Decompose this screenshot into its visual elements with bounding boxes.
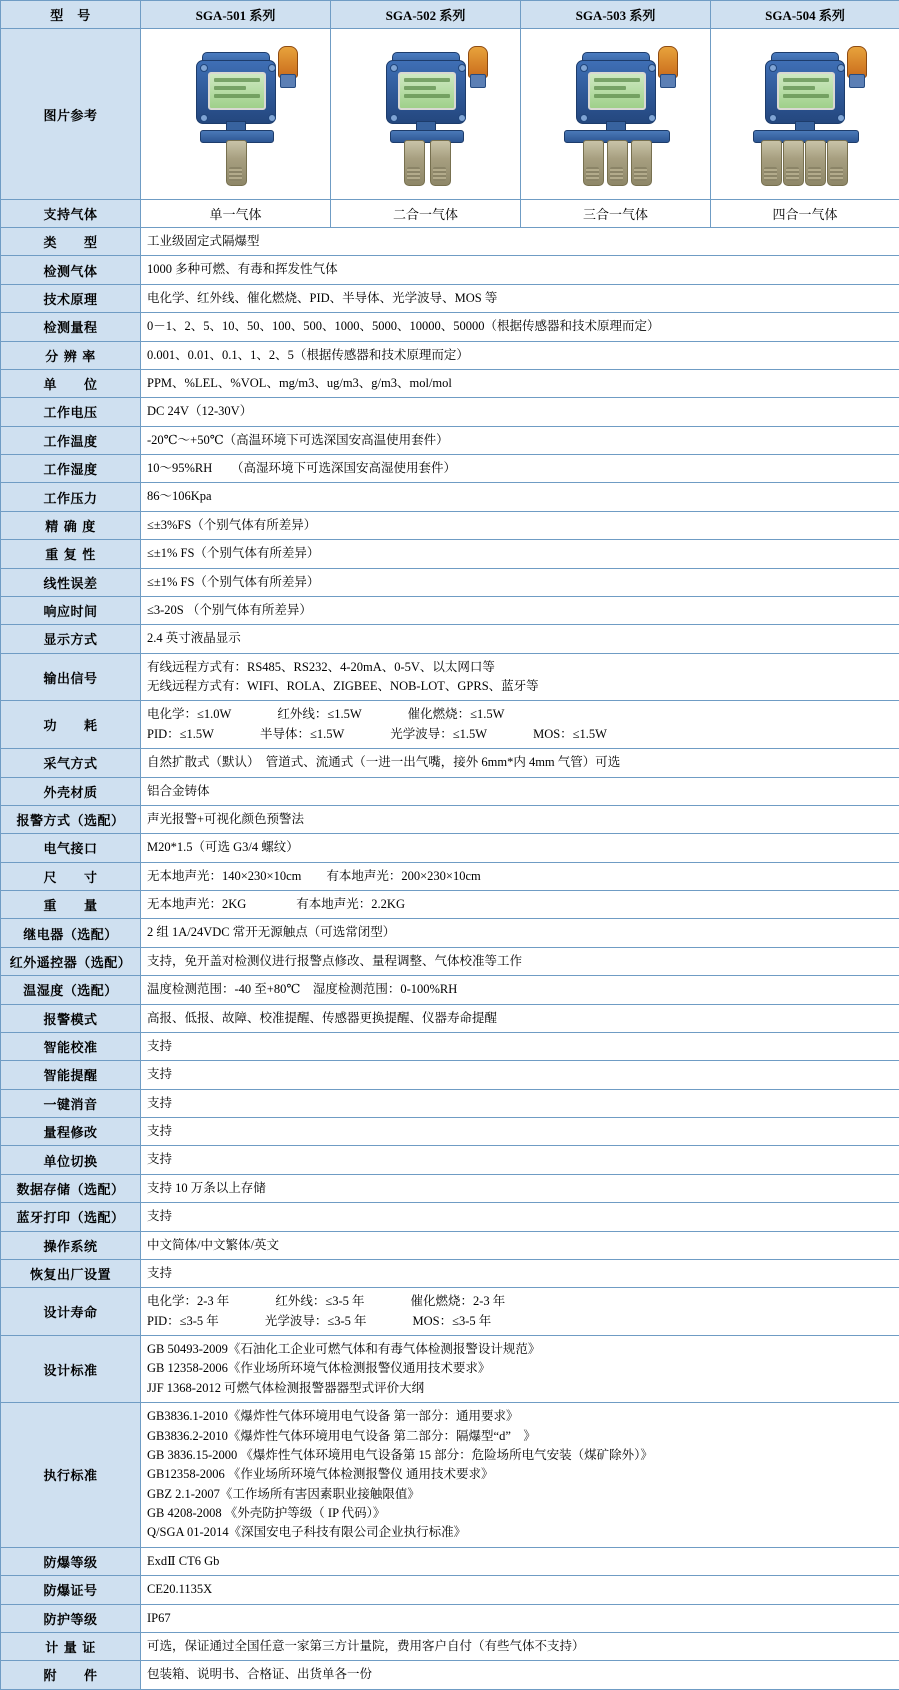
row-value-sampling: 自然扩散式（默认） 管道式、流通式（一进一出气嘴，接外 6mm*内 4mm 气管）可选 (141, 749, 899, 777)
exec-standard-line: GB3836.1-2010《爆炸性气体环境用电气设备 第一部分：通用要求》 (147, 1407, 893, 1426)
power-key-optical: 光学波导： (390, 725, 453, 744)
row-value-range-modify: 支持 (141, 1118, 899, 1146)
lifetime-key-infrared: 红外线： (275, 1292, 325, 1311)
row-value-ir-remote: 支持，免开盖对检测仪进行报警点修改、量程调整、气体校准等工作 (141, 947, 899, 975)
table-row-power (1, 701, 899, 749)
row-label-ex-cert: 防爆证号 (1, 1576, 141, 1604)
power-key-catalytic: 催化燃烧： (408, 705, 471, 724)
table-row-mute (1, 1089, 899, 1117)
table-row-temperature (1, 426, 899, 454)
power-val-electrochemical: ≤1.0W (197, 705, 231, 724)
lifetime-key-catalytic: 催化燃烧： (410, 1292, 473, 1311)
row-label-linearity: 线性误差 (1, 568, 141, 596)
row-label-unit-switch: 单位切换 (1, 1146, 141, 1174)
row-label-range: 检测量程 (1, 313, 141, 341)
row-value-metrology-cert: 可选，保证通过全国任意一家第三方计量院，费用客户自付（有些气体不支持） (141, 1632, 899, 1660)
table-row-smart-reminder (1, 1061, 899, 1089)
row-value-pressure: 86～106Kpa (141, 483, 899, 511)
supported-gas-501: 单一气体 (141, 200, 331, 228)
output-signal-wireless: 无线远程方式有：WIFI、ROLA、ZIGBEE、NOB-LOT、GPRS、蓝牙等 (147, 677, 893, 696)
lifetime-val-pid: ≤3-5 年 (180, 1312, 219, 1331)
table-row-pressure (1, 483, 899, 511)
lifetime-key-pid: PID： (147, 1312, 180, 1331)
design-standard-line: JJF 1368-2012 可燃气体检测报警器器型式评价大纲 (147, 1379, 893, 1398)
row-label-housing: 外壳材质 (1, 777, 141, 805)
row-label-exec-standard: 执行标准 (1, 1403, 141, 1548)
row-label-mute: 一键消音 (1, 1089, 141, 1117)
row-label-output-signal: 输出信号 (1, 653, 141, 701)
row-value-principle: 电化学、红外线、催化燃烧、PID、半导体、光学波导、MOS 等 (141, 284, 899, 312)
table-row-alarm-mode (1, 1004, 899, 1032)
table-row-metrology-cert (1, 1632, 899, 1660)
power-line-1 (147, 705, 893, 724)
row-value-size: 无本地声光：140×230×10cm 有本地声光：200×230×10cm (141, 862, 899, 890)
row-label-data-storage: 数据存储（选配） (1, 1174, 141, 1202)
table-row-repeatability (1, 540, 899, 568)
table-row-detect-gas (1, 256, 899, 284)
row-label-temperature: 工作温度 (1, 426, 141, 454)
model-sga-502: SGA-502 系列 (331, 1, 521, 29)
row-value-ip-rating: IP67 (141, 1604, 899, 1632)
row-label-response-time: 响应时间 (1, 596, 141, 624)
gas-detector-icon (739, 42, 871, 188)
row-value-voltage: DC 24V（12-30V） (141, 398, 899, 426)
table-row-os (1, 1231, 899, 1259)
table-row-electrical-interface (1, 834, 899, 862)
exec-standard-line: GB 4208-2008 《外壳防护等级（ IP 代码）》 (147, 1504, 893, 1523)
exec-standard-line: GB 3836.15-2000 《爆炸性气体环境用电气设备第 15 部分：危险场所电气安装（煤矿除外）》 (147, 1446, 893, 1465)
design-standard-line: GB 50493-2009《石油化工企业可燃气体和有毒气体检测报警设计规范》 (147, 1340, 893, 1359)
row-label-smart-reminder: 智能提醒 (1, 1061, 141, 1089)
model-sga-504: SGA-504 系列 (711, 1, 899, 29)
gas-detector-icon (170, 42, 302, 188)
exec-standard-line: Q/SGA 01-2014《深国安电子科技有限公司企业执行标准》 (147, 1523, 893, 1542)
row-value-resolution: 0.001、0.01、0.1、1、2、5（根据传感器和技术原理而定） (141, 341, 899, 369)
row-value-weight: 无本地声光：2KG 有本地声光：2.2KG (141, 891, 899, 919)
table-row-display (1, 625, 899, 653)
device-image-sga-504 (711, 29, 899, 200)
table-row-ex-rating (1, 1547, 899, 1575)
lifetime-val-electrochemical: 2-3 年 (197, 1292, 229, 1311)
exec-standard-line: GB3836.2-2010《爆炸性气体环境用电气设备 第二部分：隔爆型“d” 》 (147, 1427, 893, 1446)
table-row-bluetooth-print (1, 1203, 899, 1231)
table-row-accessories (1, 1661, 899, 1689)
row-label-unit: 单 位 (1, 369, 141, 397)
lifetime-key-electrochemical: 电化学： (147, 1292, 197, 1311)
table-row-response-time (1, 596, 899, 624)
power-line-2 (147, 725, 893, 744)
row-value-lifetime (141, 1288, 899, 1336)
table-row-ir-remote (1, 947, 899, 975)
device-image-sga-501 (141, 29, 331, 200)
row-label-alarm-mode: 报警模式 (1, 1004, 141, 1032)
table-row-range-modify (1, 1118, 899, 1146)
table-row-resolution (1, 341, 899, 369)
table-row-factory-reset (1, 1259, 899, 1287)
row-label-resolution: 分 辨 率 (1, 341, 141, 369)
table-row-temp-humidity-option (1, 976, 899, 1004)
row-label-ex-rating: 防爆等级 (1, 1547, 141, 1575)
design-standard-line: GB 12358-2006《作业场所环境气体检测报警仪通用技术要求》 (147, 1359, 893, 1378)
row-value-relay: 2 组 1A/24VDC 常开无源触点（可选常闭型） (141, 919, 899, 947)
table-row-supported-gas (1, 200, 899, 228)
table-row-alarm-type (1, 805, 899, 833)
row-label-ip-rating: 防护等级 (1, 1604, 141, 1632)
table-row-humidity (1, 455, 899, 483)
row-value-type: 工业级固定式隔爆型 (141, 228, 899, 256)
gas-detector-icon (550, 42, 682, 188)
table-row-housing (1, 777, 899, 805)
row-value-range: 0－1、2、5、10、50、100、500、1000、5000、10000、50000（根据传感器和技术原理而定） (141, 313, 899, 341)
row-label-accuracy: 精 确 度 (1, 511, 141, 539)
row-value-alarm-type: 声光报警+可视化颜色预警法 (141, 805, 899, 833)
row-label-detect-gas: 检测气体 (1, 256, 141, 284)
row-label-os: 操作系统 (1, 1231, 141, 1259)
supported-gas-503: 三合一气体 (521, 200, 711, 228)
table-row-sampling (1, 749, 899, 777)
row-label-factory-reset: 恢复出厂设置 (1, 1259, 141, 1287)
row-value-output-signal (141, 653, 899, 701)
table-row-size (1, 862, 899, 890)
table-row-voltage (1, 398, 899, 426)
row-value-smart-reminder: 支持 (141, 1061, 899, 1089)
table-row-output-signal (1, 653, 899, 701)
row-value-repeatability: ≤±1% FS（个别气体有所差异） (141, 540, 899, 568)
row-label-humidity: 工作湿度 (1, 455, 141, 483)
row-value-response-time: ≤3-20S （个别气体有所差异） (141, 596, 899, 624)
row-value-design-standard (141, 1336, 899, 1403)
row-value-mute: 支持 (141, 1089, 899, 1117)
row-label-pressure: 工作压力 (1, 483, 141, 511)
lifetime-val-infrared: ≤3-5 年 (325, 1292, 364, 1311)
power-val-infrared: ≤1.5W (327, 705, 361, 724)
table-row-type (1, 228, 899, 256)
row-label-power: 功 耗 (1, 701, 141, 749)
row-label-smart-calibration: 智能校准 (1, 1032, 141, 1060)
power-val-semiconductor: ≤1.5W (310, 725, 344, 744)
row-label-lifetime: 设计寿命 (1, 1288, 141, 1336)
table-row-ex-cert (1, 1576, 899, 1604)
table-row-exec-standard (1, 1403, 899, 1548)
power-key-mos: MOS： (533, 725, 573, 744)
row-label-type: 类 型 (1, 228, 141, 256)
table-row-relay (1, 919, 899, 947)
row-label-supported-gas: 支持气体 (1, 200, 141, 228)
model-sga-501: SGA-501 系列 (141, 1, 331, 29)
row-value-smart-calibration: 支持 (141, 1032, 899, 1060)
power-val-catalytic: ≤1.5W (470, 705, 504, 724)
lifetime-key-optical: 光学波导： (265, 1312, 328, 1331)
row-label-weight: 重 量 (1, 891, 141, 919)
row-label-accessories: 附 件 (1, 1661, 141, 1689)
row-label-size: 尺 寸 (1, 862, 141, 890)
row-value-unit: PPM、%LEL、%VOL、mg/m3、ug/m3、g/m3、mol/mol (141, 369, 899, 397)
row-label-metrology-cert: 计 量 证 (1, 1632, 141, 1660)
row-label-electrical-interface: 电气接口 (1, 834, 141, 862)
power-key-electrochemical: 电化学： (147, 705, 197, 724)
lifetime-line-2 (147, 1312, 893, 1331)
lifetime-line-1 (147, 1292, 893, 1311)
table-row-model (1, 1, 899, 29)
row-value-electrical-interface: M20*1.5（可选 G3/4 螺纹） (141, 834, 899, 862)
row-value-exec-standard (141, 1403, 899, 1548)
row-value-linearity: ≤±1% FS（个别气体有所差异） (141, 568, 899, 596)
table-row-unit-switch (1, 1146, 899, 1174)
row-value-display: 2.4 英寸液晶显示 (141, 625, 899, 653)
table-row-accuracy (1, 511, 899, 539)
table-row-linearity (1, 568, 899, 596)
lifetime-val-catalytic: 2-3 年 (473, 1292, 505, 1311)
row-label-sampling: 采气方式 (1, 749, 141, 777)
table-row-design-standard (1, 1336, 899, 1403)
table-row-range (1, 313, 899, 341)
power-val-pid: ≤1.5W (180, 725, 214, 744)
row-label-repeatability: 重 复 性 (1, 540, 141, 568)
row-label-range-modify: 量程修改 (1, 1118, 141, 1146)
row-value-housing: 铝合金铸体 (141, 777, 899, 805)
power-val-optical: ≤1.5W (453, 725, 487, 744)
exec-standard-line: GBZ 2.1-2007《工作场所有害因素职业接触限值》 (147, 1485, 893, 1504)
power-key-semiconductor: 半导体： (260, 725, 310, 744)
row-value-factory-reset: 支持 (141, 1259, 899, 1287)
device-image-sga-502 (331, 29, 521, 200)
table-row-principle (1, 284, 899, 312)
row-value-alarm-mode: 高报、低报、故障、校准提醒、传感器更换提醒、仪器寿命提醒 (141, 1004, 899, 1032)
row-label-display: 显示方式 (1, 625, 141, 653)
supported-gas-502: 二合一气体 (331, 200, 521, 228)
row-value-accessories: 包装箱、说明书、合格证、出货单各一份 (141, 1661, 899, 1689)
power-key-pid: PID： (147, 725, 180, 744)
lifetime-val-mos: ≤3-5 年 (452, 1312, 491, 1331)
power-key-infrared: 红外线： (277, 705, 327, 724)
device-image-sga-503 (521, 29, 711, 200)
table-row-images (1, 29, 899, 200)
table-row-data-storage (1, 1174, 899, 1202)
row-value-os: 中文简体/中文繁体/英文 (141, 1231, 899, 1259)
table-row-ip-rating (1, 1604, 899, 1632)
row-label-image-reference: 图片参考 (1, 29, 141, 200)
row-value-bluetooth-print: 支持 (141, 1203, 899, 1231)
table-row-lifetime (1, 1288, 899, 1336)
table-row-weight (1, 891, 899, 919)
row-label-temp-humidity-option: 温湿度（选配） (1, 976, 141, 1004)
row-value-detect-gas: 1000 多种可燃、有毒和挥发性气体 (141, 256, 899, 284)
row-label-relay: 继电器（选配） (1, 919, 141, 947)
gas-detector-icon (360, 42, 492, 188)
row-label-alarm-type: 报警方式（选配） (1, 805, 141, 833)
row-value-accuracy: ≤±3%FS（个别气体有所差异） (141, 511, 899, 539)
row-value-power (141, 701, 899, 749)
lifetime-key-mos: MOS： (412, 1312, 452, 1331)
lifetime-val-optical: ≤3-5 年 (327, 1312, 366, 1331)
row-value-ex-cert: CE20.1135X (141, 1576, 899, 1604)
output-signal-wired: 有线远程方式有：RS485、RS232、4-20mA、0-5V、以太网口等 (147, 658, 893, 677)
row-value-temperature: -20℃～+50℃（高温环境下可选深国安高温使用套件） (141, 426, 899, 454)
row-label-ir-remote: 红外遥控器（选配） (1, 947, 141, 975)
row-value-unit-switch: 支持 (141, 1146, 899, 1174)
exec-standard-line: GB12358-2006 《作业场所环境气体检测报警仪 通用技术要求》 (147, 1465, 893, 1484)
table-row-smart-calibration (1, 1032, 899, 1060)
supported-gas-504: 四合一气体 (711, 200, 899, 228)
power-val-mos: ≤1.5W (573, 725, 607, 744)
row-label-model: 型 号 (1, 1, 141, 29)
row-label-design-standard: 设计标准 (1, 1336, 141, 1403)
row-value-ex-rating: ExdⅡ CT6 Gb (141, 1547, 899, 1575)
row-value-temp-humidity-option: 温度检测范围：-40 至+80℃ 湿度检测范围：0-100%RH (141, 976, 899, 1004)
table-row-unit (1, 369, 899, 397)
row-label-bluetooth-print: 蓝牙打印（选配） (1, 1203, 141, 1231)
model-sga-503: SGA-503 系列 (521, 1, 711, 29)
row-label-voltage: 工作电压 (1, 398, 141, 426)
row-label-principle: 技术原理 (1, 284, 141, 312)
row-value-humidity: 10～95%RH （高湿环境下可选深国安高湿使用套件） (141, 455, 899, 483)
row-value-data-storage: 支持 10 万条以上存储 (141, 1174, 899, 1202)
